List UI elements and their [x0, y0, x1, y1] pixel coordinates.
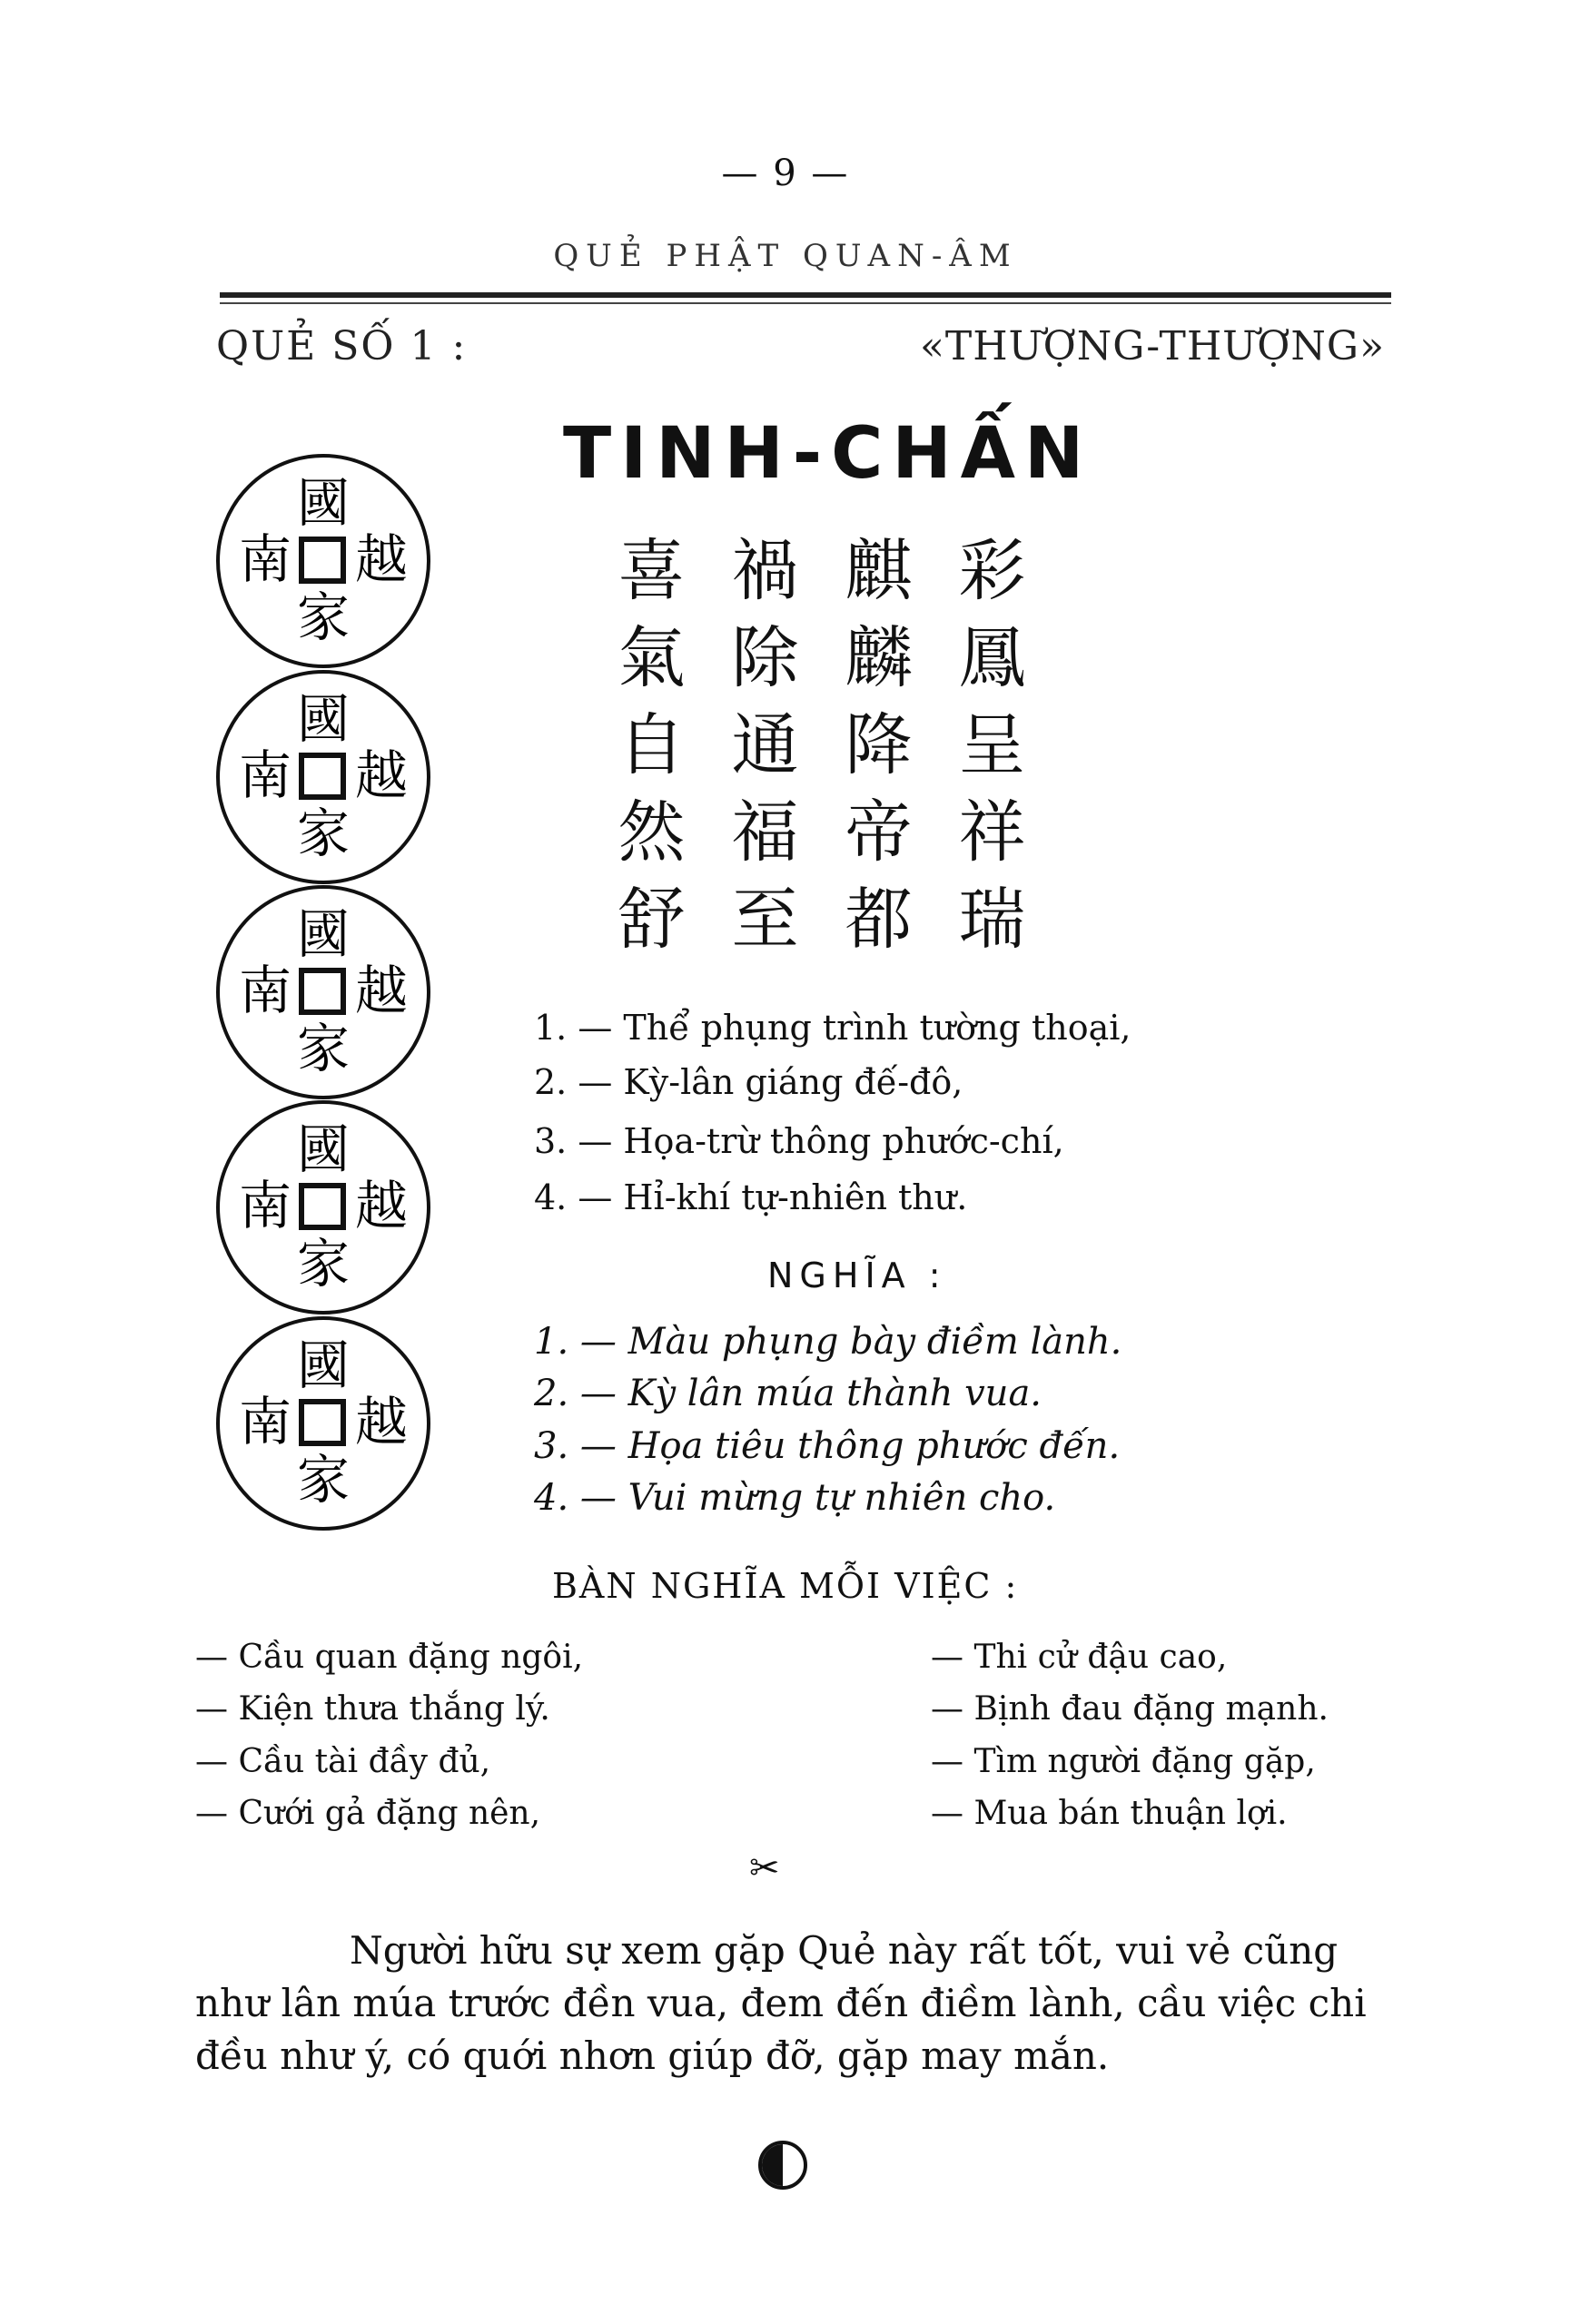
meaning-line: 3. — Họa tiêu thông phước đến.: [534, 1425, 1121, 1467]
poem-character: 然: [618, 793, 686, 872]
poem-character: 麒: [845, 532, 913, 610]
advice-item: — Bịnh đau đặng mạnh.: [931, 1690, 1329, 1728]
coin-seal-icon: [216, 885, 430, 1099]
meaning-line: 2. — Kỳ lân múa thành vua.: [534, 1373, 1042, 1414]
detail-heading: BÀN NGHĨA MỖI VIỆC :: [552, 1566, 1019, 1606]
seal-center-square: [301, 1402, 343, 1443]
seal-center-square: [301, 1186, 343, 1227]
seal-char-left: 南: [238, 744, 292, 806]
seal-char-left: 南: [238, 528, 292, 590]
poem-row: [604, 696, 1040, 783]
seal-char-bottom: 家: [296, 586, 351, 648]
poem-character: 瑞: [958, 881, 1026, 959]
meaning-heading: NGHĨA :: [767, 1256, 947, 1295]
meaning-line: 1. — Màu phụng bày điềm lành.: [534, 1321, 1122, 1363]
poem-row: [604, 609, 1040, 696]
poem-character: 都: [845, 881, 913, 959]
seal-char-top: 國: [296, 688, 351, 750]
poem-character: 呈: [958, 706, 1026, 784]
paragraph-line: đều như ý, có quới nhơn giúp đỡ, gặp may mắn.: [195, 2034, 1110, 2078]
advice-item: — Cầu quan đặng ngôi,: [195, 1639, 584, 1676]
paragraph-line: như lân múa trước đền vua, đem đến điềm lành, cầu việc chi: [195, 1981, 1367, 2025]
coin-seal-icon: [216, 454, 430, 668]
poem-row: [604, 783, 1040, 871]
coin-seal-icon: [216, 1316, 430, 1531]
seal-char-right: 越: [354, 1175, 409, 1236]
poem-character: 祥: [958, 793, 1026, 872]
fortune-title: TINH-CHẤN: [563, 413, 1093, 495]
seal-center-square: [301, 755, 343, 797]
advice-item: — Cầu tài đầy đủ,: [195, 1743, 491, 1780]
advice-item: — Kiện thưa thắng lý.: [195, 1690, 550, 1728]
seal-char-top: 國: [296, 1118, 351, 1180]
verse-line: 4. — Hỉ-khí tự-nhiên thư.: [534, 1177, 968, 1217]
que-number-label: QUẺ SỐ 1 :: [216, 323, 468, 369]
poem-character: 自: [618, 706, 686, 784]
paragraph-line: Người hữu sự xem gặp Quẻ này rất tốt, vui vẻ cũng: [350, 1928, 1339, 1973]
poem-character: 禍: [731, 532, 799, 610]
scissor-icon: ✂: [749, 1847, 780, 1889]
header-rule: [220, 292, 1391, 298]
seal-char-top: 國: [296, 903, 351, 965]
advice-item: — Cưới gả đặng nên,: [195, 1795, 541, 1832]
verse-line: 2. — Kỳ-lân giáng đế-đô,: [534, 1062, 963, 1102]
meaning-line: 4. — Vui mừng tự nhiên cho.: [534, 1477, 1056, 1519]
poem-character: 彩: [958, 532, 1026, 610]
coin-seal-icon: [216, 670, 430, 884]
header-rule-thin: [220, 302, 1391, 304]
seal-char-left: 南: [238, 1391, 292, 1452]
chinese-poem: [604, 522, 1040, 958]
seal-char-left: 南: [238, 1175, 292, 1236]
poem-row: [604, 871, 1040, 958]
verse-line: 3. — Họa-trừ thông phước-chí,: [534, 1121, 1064, 1161]
seal-char-bottom: 家: [296, 1018, 351, 1079]
poem-character: 福: [731, 793, 799, 872]
seal-char-bottom: 家: [296, 803, 351, 864]
poem-character: 通: [731, 706, 799, 784]
seal-char-top: 國: [296, 1334, 351, 1396]
end-mark-icon: [758, 2141, 807, 2190]
seal-char-left: 南: [238, 960, 292, 1021]
seal-char-bottom: 家: [296, 1449, 351, 1511]
poem-character: 降: [845, 706, 913, 784]
poem-character: 鳳: [958, 619, 1026, 697]
seal-center-square: [301, 539, 343, 581]
rank-label: «THƯỢNG-THƯỢNG»: [920, 323, 1385, 369]
poem-character: 帝: [845, 793, 913, 872]
seal-char-top: 國: [296, 472, 351, 534]
advice-item: — Thi cử đậu cao,: [931, 1639, 1228, 1676]
seal-center-square: [301, 970, 343, 1012]
poem-row: [604, 522, 1040, 609]
seal-char-right: 越: [354, 960, 409, 1021]
advice-item: — Mua bán thuận lợi.: [931, 1795, 1288, 1832]
coin-seal-icon: [216, 1100, 430, 1315]
seal-char-right: 越: [354, 528, 409, 590]
poem-character: 舒: [618, 881, 686, 959]
page-number: — 9 —: [721, 153, 850, 194]
poem-character: 至: [731, 881, 799, 959]
seal-char-right: 越: [354, 744, 409, 806]
verse-line: 1. — Thể phụng trình tường thoại,: [534, 1008, 1131, 1048]
poem-character: 氣: [618, 619, 686, 697]
poem-character: 喜: [618, 532, 686, 610]
poem-character: 除: [731, 619, 799, 697]
seal-char-bottom: 家: [296, 1233, 351, 1295]
poem-character: 麟: [845, 619, 913, 697]
seal-char-right: 越: [354, 1391, 409, 1452]
advice-item: — Tìm người đặng gặp,: [931, 1743, 1316, 1780]
running-title: QUẺ PHẬT QUAN-ÂM: [553, 238, 1018, 274]
interpretation-paragraph: [195, 1925, 1394, 2083]
